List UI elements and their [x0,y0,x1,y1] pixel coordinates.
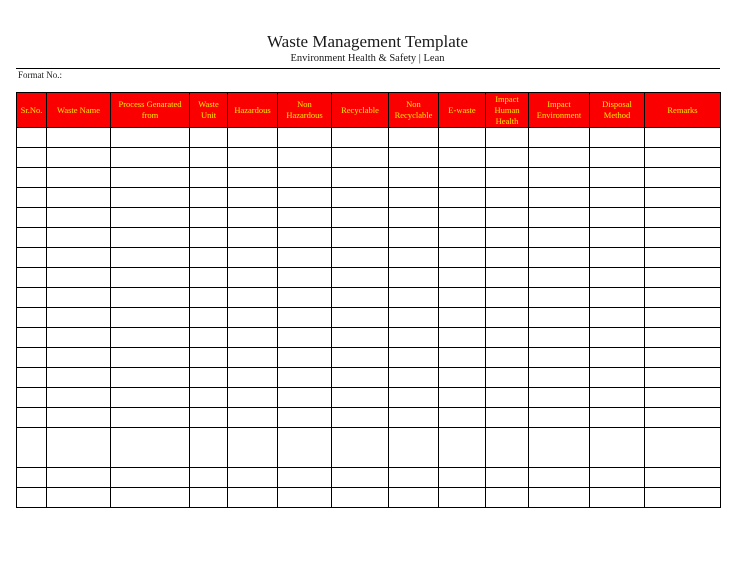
table-cell[interactable] [486,428,529,468]
table-cell[interactable] [278,188,332,208]
table-cell[interactable] [486,488,529,508]
table-cell[interactable] [47,368,111,388]
table-cell[interactable] [645,228,721,248]
table-cell[interactable] [486,168,529,188]
table-cell[interactable] [439,228,486,248]
table-cell[interactable] [332,308,389,328]
table-cell[interactable] [332,468,389,488]
table-cell[interactable] [228,468,278,488]
table-cell[interactable] [17,128,47,148]
table-cell[interactable] [439,488,486,508]
table-row [17,348,721,368]
table-row [17,288,721,308]
table-cell[interactable] [190,388,228,408]
document-subtitle: Environment Health & Safety | Lean [290,53,445,64]
table-cell[interactable] [590,488,645,508]
table-cell[interactable] [111,348,190,368]
table-cell[interactable] [228,188,278,208]
table-cell[interactable] [389,188,439,208]
table-cell[interactable] [389,348,439,368]
table-cell[interactable] [278,208,332,228]
table-row [17,268,721,288]
table-cell[interactable] [439,268,486,288]
table-cell[interactable] [190,428,228,468]
table-cell[interactable] [17,268,47,288]
column-header-recyclable: Recyclable [332,93,389,128]
table-cell[interactable] [278,228,332,248]
table-cell[interactable] [278,408,332,428]
table-cell[interactable] [529,228,590,248]
table-cell[interactable] [190,348,228,368]
column-header-disposal-method: Disposal Method [590,93,645,128]
table-cell[interactable] [228,328,278,348]
table-cell[interactable] [645,268,721,288]
table-body [17,128,721,508]
table-cell[interactable] [278,288,332,308]
table-cell[interactable] [645,388,721,408]
table-cell[interactable] [228,308,278,328]
table-cell[interactable] [111,248,190,268]
table-cell[interactable] [590,168,645,188]
table-cell[interactable] [332,208,389,228]
table-cell[interactable] [190,268,228,288]
table-cell[interactable] [228,268,278,288]
table-cell[interactable] [332,168,389,188]
table-cell[interactable] [111,488,190,508]
table-cell[interactable] [645,208,721,228]
waste-log-table [16,92,721,508]
table-cell[interactable] [17,328,47,348]
table-cell[interactable] [332,228,389,248]
table-cell[interactable] [111,288,190,308]
table-cell[interactable] [47,468,111,488]
table-cell[interactable] [228,348,278,368]
table-cell[interactable] [389,268,439,288]
table-cell[interactable] [529,388,590,408]
table-cell[interactable] [47,308,111,328]
table-cell[interactable] [439,348,486,368]
table-cell[interactable] [645,148,721,168]
table-cell[interactable] [486,188,529,208]
table-cell[interactable] [529,368,590,388]
table-cell[interactable] [439,328,486,348]
table-cell[interactable] [645,188,721,208]
table-cell[interactable] [111,308,190,328]
table-cell[interactable] [332,148,389,168]
table-cell[interactable] [278,348,332,368]
table-cell[interactable] [47,228,111,248]
column-header-sr-no: Sr.No. [17,93,47,128]
table-cell[interactable] [332,248,389,268]
table-cell[interactable] [486,468,529,488]
table-cell[interactable] [47,168,111,188]
table-cell[interactable] [332,408,389,428]
table-cell[interactable] [47,408,111,428]
table-cell[interactable] [645,468,721,488]
table-cell[interactable] [111,468,190,488]
table-cell[interactable] [190,128,228,148]
column-header-impact-environment: Impact Environment [529,93,590,128]
table-cell[interactable] [645,488,721,508]
table-cell[interactable] [645,408,721,428]
table-cell[interactable] [190,488,228,508]
table-cell[interactable] [439,428,486,468]
table-cell[interactable] [332,368,389,388]
table-cell[interactable] [332,428,389,468]
table-cell[interactable] [590,328,645,348]
table-cell[interactable] [47,348,111,368]
table-cell[interactable] [278,148,332,168]
table-row [17,468,721,488]
table-cell[interactable] [111,208,190,228]
table-cell[interactable] [529,408,590,428]
table-cell[interactable] [278,468,332,488]
table-cell[interactable] [190,228,228,248]
table-cell[interactable] [439,388,486,408]
table-cell[interactable] [389,468,439,488]
table-cell[interactable] [529,168,590,188]
table-cell[interactable] [228,388,278,408]
table-cell[interactable] [111,128,190,148]
table-row [17,408,721,428]
table-cell[interactable] [111,368,190,388]
header-divider [16,68,720,69]
table-cell[interactable] [529,188,590,208]
table-cell[interactable] [190,468,228,488]
table-cell[interactable] [529,148,590,168]
table-row [17,168,721,188]
table-cell[interactable] [486,348,529,368]
table-cell[interactable] [332,348,389,368]
table-cell[interactable] [389,248,439,268]
table-cell[interactable] [47,288,111,308]
table-cell[interactable] [17,208,47,228]
table-cell[interactable] [228,408,278,428]
table-cell[interactable] [228,428,278,468]
table-cell[interactable] [17,148,47,168]
table-cell[interactable] [486,288,529,308]
table-cell[interactable] [332,188,389,208]
table-cell[interactable] [486,148,529,168]
table-cell[interactable] [645,368,721,388]
table-cell[interactable] [486,368,529,388]
table-cell[interactable] [47,208,111,228]
table-cell[interactable] [486,268,529,288]
table-cell[interactable] [439,128,486,148]
table-cell[interactable] [278,428,332,468]
table-cell[interactable] [529,288,590,308]
column-header-process-generated-from: Process Genarated from [111,93,190,128]
table-cell[interactable] [389,128,439,148]
column-header-e-waste: E-waste [439,93,486,128]
table-cell[interactable] [389,168,439,188]
table-cell[interactable] [529,328,590,348]
table-header-row [17,93,721,128]
table-cell[interactable] [190,288,228,308]
table-cell[interactable] [17,348,47,368]
table-cell[interactable] [47,188,111,208]
table-row [17,488,721,508]
table-cell[interactable] [190,148,228,168]
table-cell[interactable] [389,368,439,388]
table-cell[interactable] [590,208,645,228]
table-cell[interactable] [228,288,278,308]
table-cell[interactable] [590,228,645,248]
table-cell[interactable] [228,368,278,388]
column-header-hazardous: Hazardous [228,93,278,128]
table-cell[interactable] [645,288,721,308]
table-cell[interactable] [47,388,111,408]
table-cell[interactable] [590,408,645,428]
column-header-non-hazardous: Non Hazardous [278,93,332,128]
table-row [17,248,721,268]
column-header-waste-unit: Waste Unit [190,93,228,128]
table-cell[interactable] [17,368,47,388]
table-cell[interactable] [529,128,590,148]
table-cell[interactable] [111,428,190,468]
table-cell[interactable] [278,388,332,408]
table-cell[interactable] [17,188,47,208]
table-cell[interactable] [17,248,47,268]
table-cell[interactable] [590,388,645,408]
table-cell[interactable] [190,368,228,388]
table-cell[interactable] [590,148,645,168]
table-cell[interactable] [111,148,190,168]
table-row [17,188,721,208]
table-cell[interactable] [486,208,529,228]
document-title: Waste Management Template [266,32,469,51]
table-cell[interactable] [111,328,190,348]
table-cell[interactable] [228,248,278,268]
table-cell[interactable] [332,488,389,508]
table-cell[interactable] [645,348,721,368]
table-cell[interactable] [190,168,228,188]
table-cell[interactable] [190,188,228,208]
table-cell[interactable] [111,408,190,428]
table-cell[interactable] [228,208,278,228]
table-cell[interactable] [190,328,228,348]
table-cell[interactable] [590,348,645,368]
table-cell[interactable] [439,468,486,488]
format-number-label: Format No.: [18,70,62,80]
table-cell[interactable] [590,288,645,308]
table-cell[interactable] [389,488,439,508]
table-row [17,328,721,348]
table-cell[interactable] [228,488,278,508]
table-row [17,148,721,168]
table-cell[interactable] [439,288,486,308]
table-cell[interactable] [190,248,228,268]
table-cell[interactable] [645,428,721,468]
table-cell[interactable] [590,248,645,268]
table-cell[interactable] [486,328,529,348]
table-cell[interactable] [529,468,590,488]
table-cell[interactable] [17,408,47,428]
table-cell[interactable] [190,308,228,328]
table-cell[interactable] [389,308,439,328]
table-cell[interactable] [529,308,590,328]
table-cell[interactable] [389,228,439,248]
table-cell[interactable] [389,208,439,228]
table-cell[interactable] [645,308,721,328]
column-header-impact-human-health: Impact Human Health [486,93,529,128]
table-cell[interactable] [47,488,111,508]
table-row [17,308,721,328]
table-cell[interactable] [17,428,47,468]
table-cell[interactable] [645,328,721,348]
table-cell[interactable] [645,248,721,268]
table-row [17,228,721,248]
table-cell[interactable] [278,328,332,348]
table-cell[interactable] [645,168,721,188]
table-cell[interactable] [278,168,332,188]
table-cell[interactable] [332,268,389,288]
table-cell[interactable] [529,248,590,268]
table-cell[interactable] [47,328,111,348]
table-cell[interactable] [439,248,486,268]
table-cell[interactable] [111,188,190,208]
table-cell[interactable] [486,248,529,268]
table-cell[interactable] [486,228,529,248]
table-cell[interactable] [17,488,47,508]
table-cell[interactable] [332,128,389,148]
table-cell[interactable] [111,228,190,248]
table-cell[interactable] [389,288,439,308]
table-cell[interactable] [47,248,111,268]
column-header-non-recyclable: Non Recyclable [389,93,439,128]
table-cell[interactable] [17,288,47,308]
table-cell[interactable] [228,148,278,168]
table-cell[interactable] [590,428,645,468]
table-cell[interactable] [389,328,439,348]
table-cell[interactable] [332,328,389,348]
table-cell[interactable] [529,428,590,468]
table-cell[interactable] [278,248,332,268]
table-cell[interactable] [486,308,529,328]
table-cell[interactable] [278,488,332,508]
table-cell[interactable] [332,388,389,408]
table-cell[interactable] [439,188,486,208]
table-cell[interactable] [17,388,47,408]
column-header-waste-name: Waste Name [47,93,111,128]
table-row [17,368,721,388]
table-cell[interactable] [529,208,590,228]
table-cell[interactable] [590,188,645,208]
table-cell[interactable] [439,408,486,428]
table-cell[interactable] [439,208,486,228]
table-cell[interactable] [439,308,486,328]
table-cell[interactable] [590,128,645,148]
table-cell[interactable] [590,308,645,328]
table-cell[interactable] [47,128,111,148]
table-cell[interactable] [389,408,439,428]
table-cell[interactable] [529,268,590,288]
table-row [17,388,721,408]
table-cell[interactable] [439,168,486,188]
table-cell[interactable] [590,268,645,288]
table-cell[interactable] [17,228,47,248]
column-header-remarks: Remarks [645,93,721,128]
table-cell[interactable] [486,388,529,408]
table-cell[interactable] [278,368,332,388]
table-cell[interactable] [111,268,190,288]
table-cell[interactable] [47,148,111,168]
table-cell[interactable] [47,428,111,468]
table-cell[interactable] [590,368,645,388]
table-cell[interactable] [190,208,228,228]
table-cell[interactable] [529,488,590,508]
table-cell[interactable] [278,308,332,328]
table-cell[interactable] [389,148,439,168]
table-cell[interactable] [111,168,190,188]
table-cell[interactable] [228,128,278,148]
table-row [17,128,721,148]
table-cell[interactable] [278,128,332,148]
table-cell[interactable] [17,168,47,188]
table-cell[interactable] [47,268,111,288]
table-cell[interactable] [439,368,486,388]
table-cell[interactable] [590,468,645,488]
table-cell[interactable] [439,148,486,168]
table-cell[interactable] [228,168,278,188]
table-cell[interactable] [278,268,332,288]
table-cell[interactable] [486,408,529,428]
table-cell[interactable] [389,428,439,468]
table-cell[interactable] [529,348,590,368]
table-cell[interactable] [645,128,721,148]
table-cell[interactable] [17,468,47,488]
table-cell[interactable] [332,288,389,308]
table-cell[interactable] [228,228,278,248]
table-cell[interactable] [389,388,439,408]
table-row [17,428,721,468]
table-cell[interactable] [111,388,190,408]
table-cell[interactable] [17,308,47,328]
table-cell[interactable] [190,408,228,428]
table-row [17,208,721,228]
table-cell[interactable] [486,128,529,148]
